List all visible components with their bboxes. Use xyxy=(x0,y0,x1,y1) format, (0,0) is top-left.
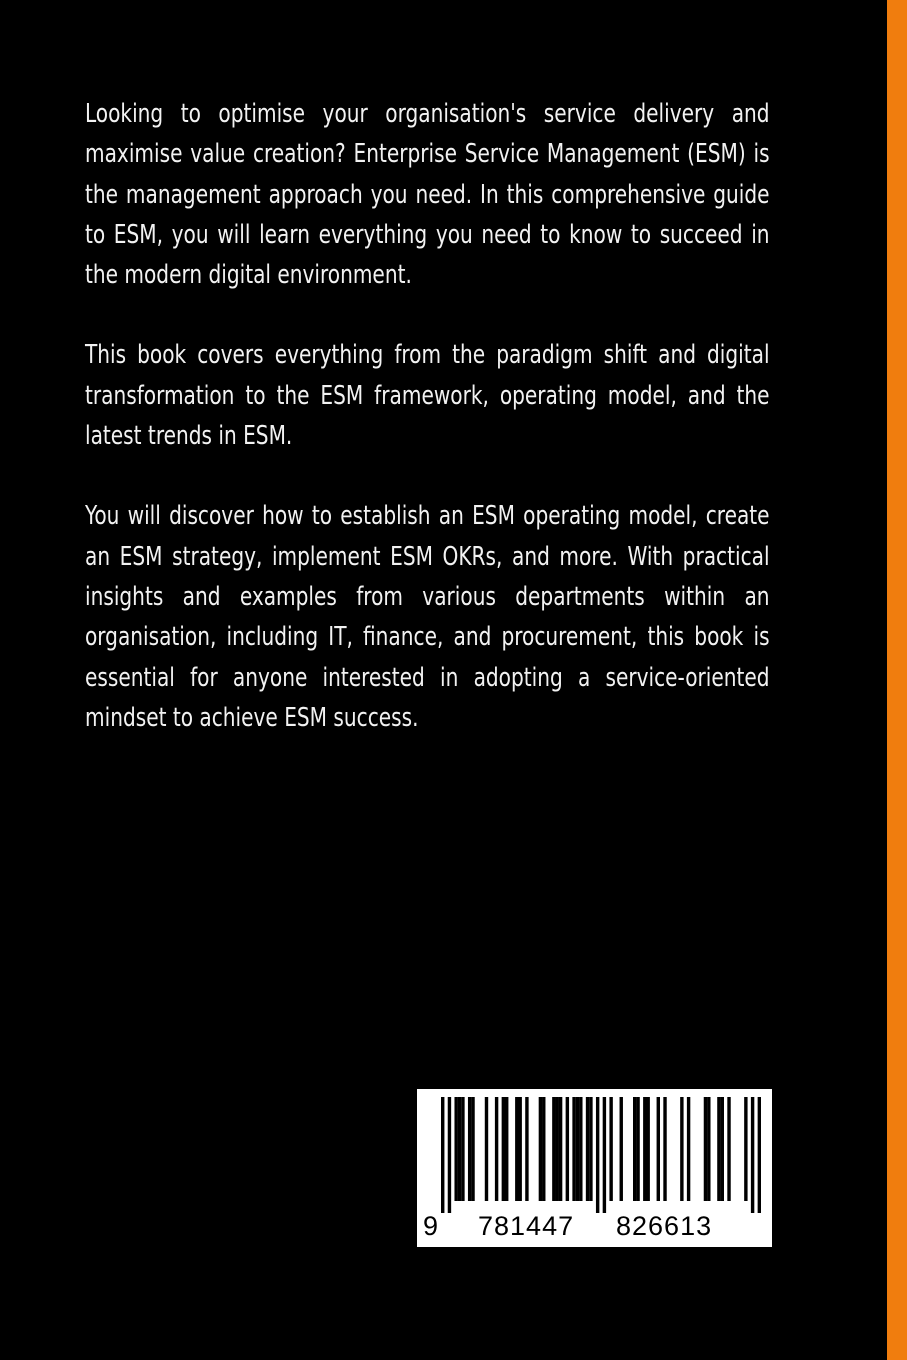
barcode-guard-bar xyxy=(751,1097,754,1213)
barcode-bar xyxy=(657,1097,660,1201)
barcode-bar xyxy=(559,1097,562,1201)
barcode-bar xyxy=(461,1097,464,1201)
barcode-bar xyxy=(663,1097,666,1201)
spine-accent-stripe xyxy=(887,0,907,1360)
barcode-bar xyxy=(646,1097,649,1201)
barcode-bar xyxy=(556,1097,559,1201)
barcode-bar xyxy=(744,1097,747,1201)
barcode-bar xyxy=(704,1097,707,1201)
blurb-paragraph-3: You will discover how to establish an ESM operating model, create an ESM strategy, implement ESM OKRs, and more. With practical insights and examples from various departments within an organisation, including IT, finance, and procurement, this book is essential for anyone interested in adopting a service-oriented mindset to achieve ESM success. xyxy=(85,501,770,733)
barcode-bar xyxy=(485,1097,488,1201)
barcode-bar xyxy=(515,1097,518,1201)
barcode-bar xyxy=(620,1097,623,1201)
barcode-bar xyxy=(502,1097,505,1201)
barcode-lead-digit: 9 xyxy=(423,1211,439,1241)
barcode-bar xyxy=(586,1097,589,1201)
barcode-right-digits: 826613 xyxy=(616,1211,713,1241)
barcode-bar xyxy=(542,1097,545,1201)
barcode-bar xyxy=(518,1097,521,1201)
isbn-barcode xyxy=(417,1089,772,1247)
barcode-guard-bar xyxy=(441,1097,444,1213)
barcode-bar xyxy=(525,1097,528,1201)
barcode-guard-bar xyxy=(448,1097,451,1213)
barcode-bar xyxy=(579,1097,582,1201)
barcode-bar xyxy=(539,1097,542,1201)
barcode-bar xyxy=(566,1097,569,1201)
barcode-bar xyxy=(552,1097,555,1201)
barcode-bar xyxy=(721,1097,724,1201)
barcode-bar xyxy=(633,1097,636,1201)
barcode-guard-bar xyxy=(758,1097,761,1213)
barcode-bar xyxy=(458,1097,461,1201)
back-cover-blurb xyxy=(85,94,770,778)
barcode-bar xyxy=(687,1097,690,1201)
barcode-bar xyxy=(505,1097,508,1201)
blurb-paragraph-1: Looking to optimise your organisation's service delivery and maximise value creation? Enterprise Service Management (ESM) is the management approach you need. In this comprehensive guide to ESM, you will learn everything you need to know to succeed in the modern digital environment. xyxy=(85,99,770,291)
barcode-bar xyxy=(576,1097,579,1201)
barcode-bar xyxy=(609,1097,612,1201)
barcode-bars xyxy=(441,1097,761,1213)
barcode-guard-bar xyxy=(596,1097,599,1213)
barcode-bar xyxy=(572,1097,575,1201)
barcode-bar xyxy=(643,1097,646,1201)
barcode-bar xyxy=(471,1097,474,1201)
barcode-bar xyxy=(495,1097,498,1201)
barcode-bar xyxy=(717,1097,720,1201)
barcode-bar xyxy=(727,1097,730,1201)
barcode-bar xyxy=(589,1097,592,1201)
barcode-guard-bar xyxy=(603,1097,606,1213)
barcode-bar xyxy=(680,1097,683,1201)
barcode-digits xyxy=(417,1207,772,1243)
barcode-bar xyxy=(636,1097,639,1201)
barcode-bar xyxy=(454,1097,457,1201)
barcode-bar xyxy=(468,1097,471,1201)
barcode-bar xyxy=(707,1097,710,1201)
blurb-paragraph-2: This book covers everything from the paradigm shift and digital transformation to the ESM framework, operating model, and the latest trends in ESM. xyxy=(85,340,770,452)
barcode-left-digits: 781447 xyxy=(478,1211,575,1241)
